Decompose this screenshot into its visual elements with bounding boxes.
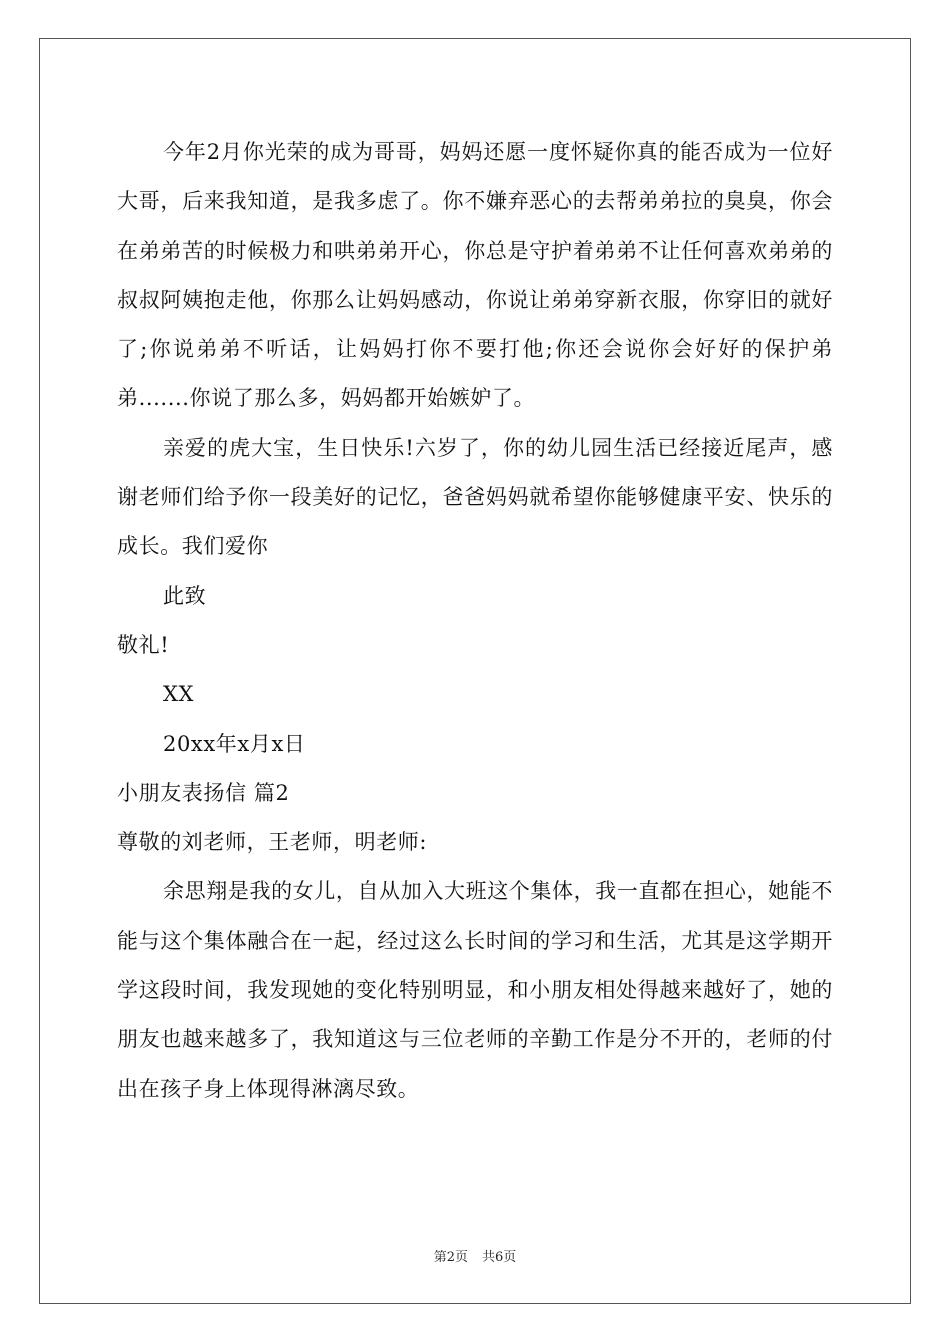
signature: XX — [163, 682, 195, 707]
page-footer — [0, 1246, 950, 1265]
document-body — [117, 128, 833, 1114]
closing-jingli: 敬礼! — [117, 632, 170, 657]
paragraph-older-brother: 今年2月你光荣的成为哥哥，妈妈还愿一度怀疑你真的能否成为一位好大哥，后来我知道，是我多虑了。你不嫌弃恶心的去帮弟弟拉的臭臭，你会在弟弟苦的时候极力和哄弟弟开心，你总是守护着弟弟不让任何喜欢弟弟的叔叔阿姨抱走他，你那么让妈妈感动，你说让弟弟穿新衣服，你穿旧的就好了;你说弟弟不听话，让妈妈打你不要打他;你还会说你会好好的保护弟弟.......你说了那么多，妈妈都开始嫉妒了。 — [117, 140, 833, 411]
section-title: 小朋友表扬信 篇2 — [117, 780, 290, 805]
closing-cizhi: 此致 — [163, 583, 207, 608]
salutation: 尊敬的刘老师，王老师，明老师: — [117, 830, 428, 855]
paragraph-daughter: 余思翔是我的女儿，自从加入大班这个集体，我一直都在担心，她能不能与这个集体融合在一起，经过这么长时间的学习和生活，尤其是这学期开学这段时间，我发现她的变化特别明显，和小朋友相处得越来越好了，她的朋友也越来越多了，我知道这与三位老师的辛勤工作是分不开的，老师的付出在孩子身上体现得淋漓尽致。 — [117, 879, 833, 1101]
page-number-current: 第2页 — [433, 1250, 468, 1265]
page-number-total: 共6页 — [482, 1250, 517, 1265]
letter-date: 20xx年x月x日 — [163, 731, 306, 756]
paragraph-birthday-wish: 亲爱的虎大宝，生日快乐!六岁了，你的幼儿园生活已经接近尾声，感谢老师们给予你一段美好的记忆，爸爸妈妈就希望你能够健康平安、快乐的成长。我们爱你 — [117, 435, 833, 559]
